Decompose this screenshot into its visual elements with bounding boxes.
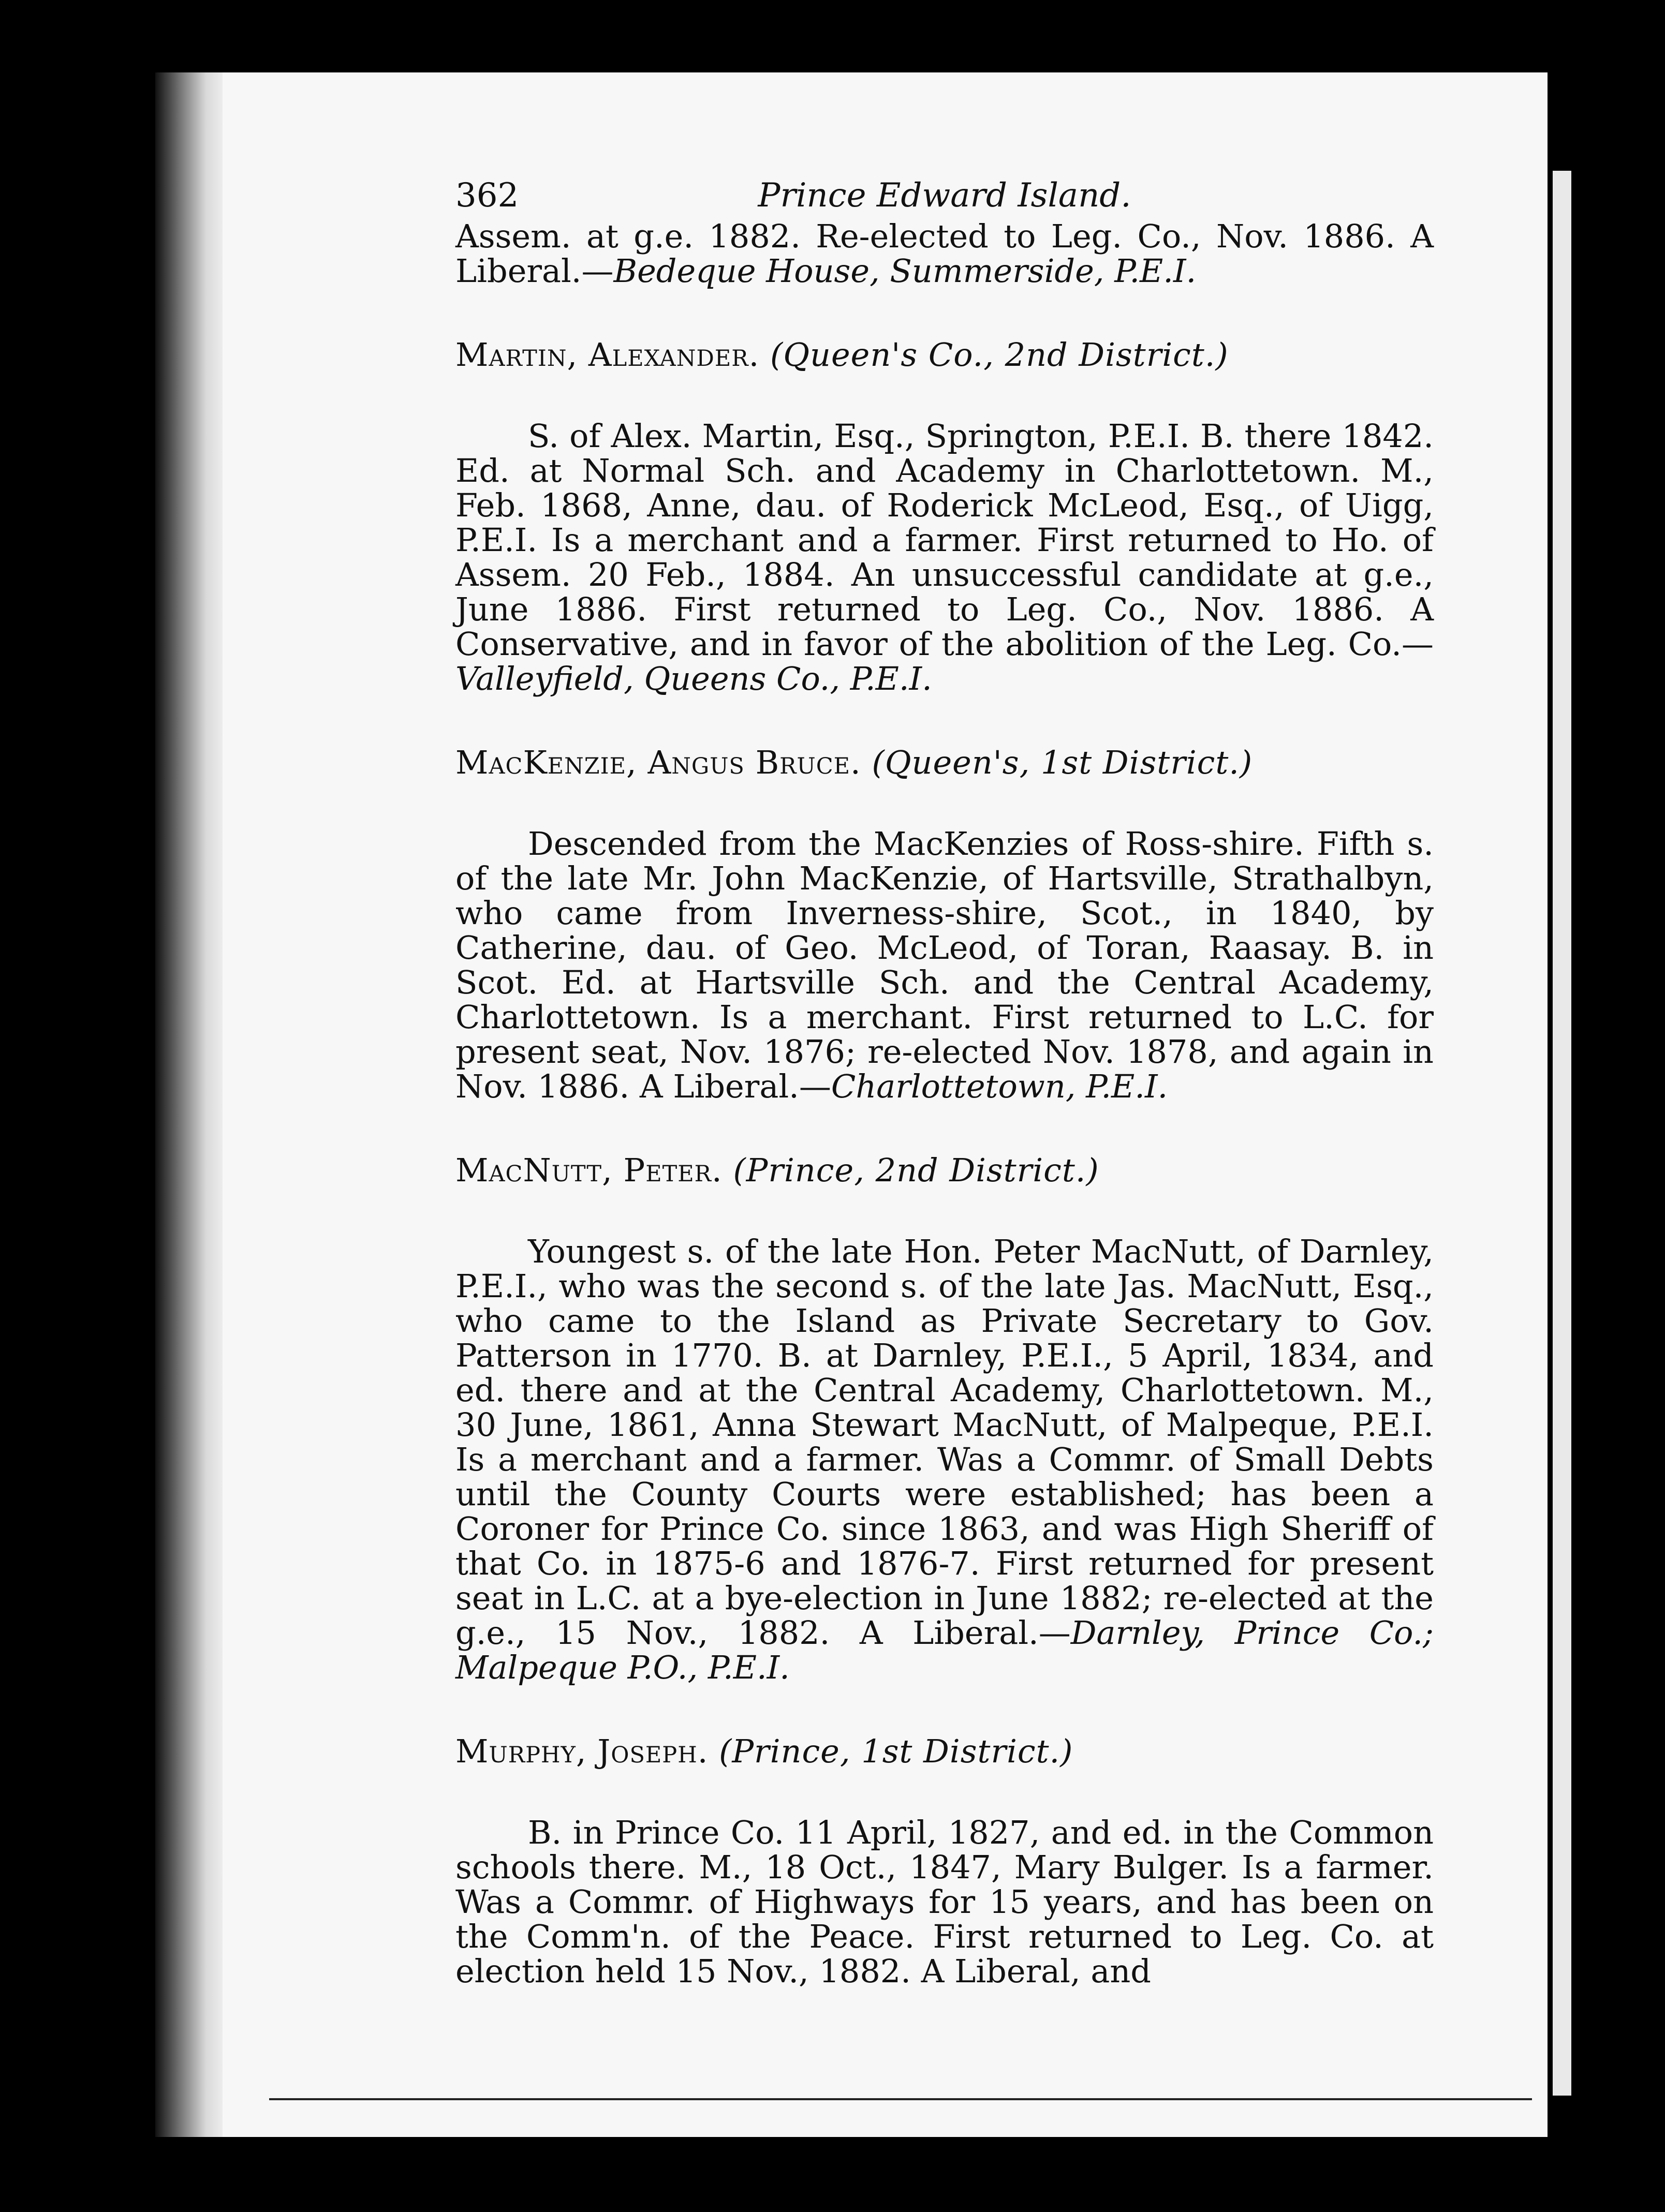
entry-name: Martin, Alexander. xyxy=(455,336,760,374)
entry-address: Valleyfield, Queens Co., P.E.I. xyxy=(455,660,932,697)
entry-heading xyxy=(455,1153,1434,1187)
entry-body xyxy=(455,419,1434,696)
page-binding-edge xyxy=(155,72,228,2137)
continuation-paragraph xyxy=(455,219,1434,288)
entry-text: S. of Alex. Martin, Esq., Springton, P.E.I. B. there 1842. Ed. at Normal Sch. and Academy in Charlottetown. M., Feb. 1868, Anne, dau. of Roderick McLeod, Esq., of Uigg, P.E.I. Is a merchant and a farmer. First returned to Ho. of Assem. 20 Feb., 1884. An unsuccessful candidate at g.e., June 1886. First returned to Leg. Co., Nov. 1886. A Conservative, and in favor of the abolition of the Leg. Co.— xyxy=(455,417,1434,663)
continuation-address: Bedeque House, Summerside, P.E.I. xyxy=(613,252,1197,290)
entry-body xyxy=(455,826,1434,1104)
page-number: 362 xyxy=(455,176,519,215)
running-title: Prince Edward Island. xyxy=(758,176,1131,215)
entry-name: Murphy, Joseph. xyxy=(455,1732,709,1770)
entry-text: Descended from the MacKenzies of Ross-shire. Fifth s. of the late Mr. John MacKenzie, of Hartsville, Strathalbyn, who came from Inverness-shire, Scot., in 1840, by Catherine, dau. of Geo. McLeod, of Toran, Raasay. B. in Scot. Ed. at Hartsville Sch. and the Central Academy, Charlottetown. Is a merchant. First returned to L.C. for present seat, Nov. 1876; re-elected Nov. 1878, and again in Nov. 1886. A Liberal.— xyxy=(455,825,1434,1105)
entry-body xyxy=(455,1234,1434,1685)
page-bottom-rule xyxy=(269,2098,1532,2100)
entry-text: B. in Prince Co. 11 April, 1827, and ed. in the Common schools there. M., 18 Oct., 1847, Mary Bulger. Is a farmer. Was a Commr. of Highways for 15 years, and has been on the Comm'n. of the Peace. First returned to Leg. Co. at election held 15 Nov., 1882. A Liberal, and xyxy=(455,1814,1434,1990)
entry-heading xyxy=(455,745,1434,780)
entry-name: MacNutt, Peter. xyxy=(455,1151,723,1189)
page-right-edge xyxy=(1553,171,1571,2096)
entry-body xyxy=(455,1815,1434,1988)
entry-address: Darnley, Prince Co.; Malpeque P.O., P.E.I. xyxy=(455,1614,1434,1686)
continuation-text: Assem. at g.e. 1882. Re-elected to Leg. Co., Nov. 1886. A Liberal.— xyxy=(455,217,1434,290)
entry-district: (Queen's, 1st District.) xyxy=(872,744,1253,781)
entry-heading xyxy=(455,337,1434,372)
entry-name: MacKenzie, Angus Bruce. xyxy=(455,744,861,781)
running-header xyxy=(455,176,1434,219)
entry-district: (Prince, 2nd District.) xyxy=(733,1151,1099,1189)
entry-district: (Prince, 1st District.) xyxy=(719,1732,1073,1770)
entry-heading xyxy=(455,1734,1434,1769)
page-content xyxy=(455,176,1434,1990)
entry-text: Youngest s. of the late Hon. Peter MacNutt, of Darnley, P.E.I., who was the second s. of the late Jas. MacNutt, Esq., who came to the Island as Private Secretary to Gov. Patterson in 1770. B. at Darnley, P.E.I., 5 April, 1834, and ed. there and at the Central Academy, Charlottetown. M., 30 June, 1861, Anna Stewart MacNutt, of Malpeque, P.E.I. Is a merchant and a farmer. Was a Commr. of Small Debts until the County Courts were established; has been a Coroner for Prince Co. since 1863, and was High Sheriff of that Co. in 1875-6 and 1876-7. First returned for present seat in L.C. at a bye-election in June 1882; re-elected at the g.e., 15 Nov., 1882. A Liberal.— xyxy=(455,1233,1434,1652)
entry-district: (Queen's Co., 2nd District.) xyxy=(770,336,1229,374)
entry-address: Charlottetown, P.E.I. xyxy=(831,1067,1168,1105)
